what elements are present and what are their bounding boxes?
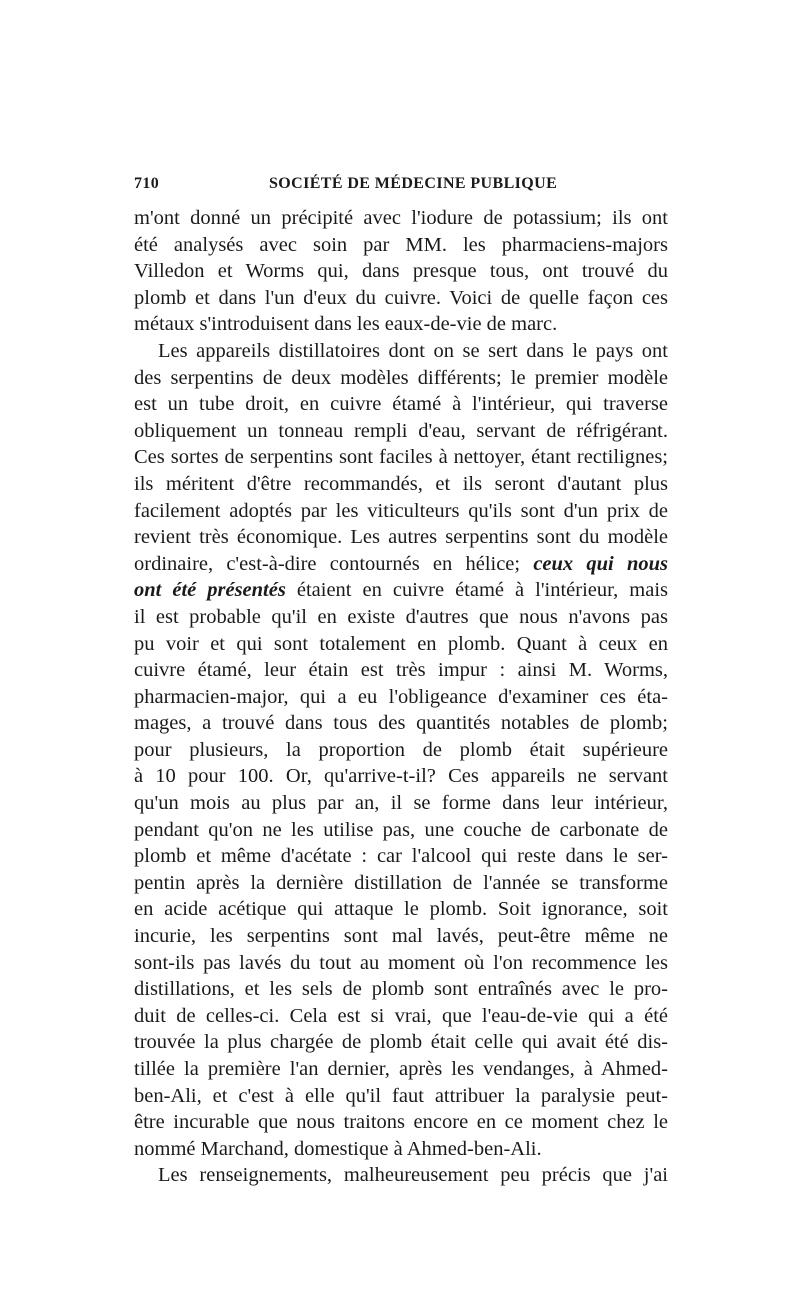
text-segment: métaux s'introduisent dans les eaux-de-vie de marc.	[134, 313, 558, 336]
text-segment: être incurable que nous traitons encore en ce moment chez le	[134, 1111, 668, 1134]
text-line	[134, 923, 668, 950]
text-segment: trouvée la plus chargée de plomb était celle qui avait été dis-	[134, 1031, 668, 1054]
text-segment: nommé Marchand, domestique à Ahmed-ben-Ali.	[134, 1137, 542, 1160]
text-segment: cuivre étamé, leur étain est très impur : ainsi M. Worms,	[134, 659, 668, 682]
text-segment: pour plusieurs, la proportion de plomb était supérieure	[134, 738, 668, 761]
text-segment: mages, a trouvé dans tous des quantités notables de plomb;	[134, 712, 668, 735]
text-line	[134, 524, 668, 551]
text-segment: duit de celles-ci. Cela est si vrai, que l'eau-de-vie qui a été	[134, 1004, 668, 1027]
text-segment: facilement adoptés par les viticulteurs qu'ils sont d'un prix de	[134, 499, 668, 522]
text-line	[134, 976, 668, 1003]
text-segment: ils méritent d'être recommandés, et ils seront d'autant plus	[134, 472, 668, 495]
text-segment: ben-Ali, et c'est à elle qu'il faut attribuer la paralysie peut-	[134, 1084, 668, 1107]
text-line	[134, 498, 668, 525]
text-line	[134, 1109, 668, 1136]
text-line	[134, 1162, 668, 1189]
page-number: 710	[134, 175, 160, 192]
text-segment: pentin après la dernière distillation de l'année se transforme	[134, 871, 668, 894]
text-segment: distillations, et les sels de plomb sont entraînés avec le pro-	[134, 978, 668, 1001]
text-line	[134, 870, 668, 897]
text-segment: à 10 pour 100. Or, qu'arrive-t-il? Ces appareils ne servant	[134, 765, 668, 788]
text-line	[134, 631, 668, 658]
text-line	[134, 657, 668, 684]
running-head: SOCIÉTÉ DE MÉDECINE PUBLIQUE	[269, 175, 558, 192]
text-segment: Les appareils distillatoires dont on se sert dans le pays ont	[158, 339, 668, 362]
text-segment: Les renseignements, malheureusement peu précis que j'ai	[158, 1164, 668, 1187]
text-segment: incurie, les serpentins sont mal lavés, peut-être même ne	[134, 925, 668, 948]
text-segment: été analysés avec soin par MM. les pharmaciens-majors	[134, 233, 668, 256]
text-line	[134, 790, 668, 817]
text-line	[134, 258, 668, 285]
text-segment: tillée la première l'an dernier, après les vendanges, à Ahmed-	[134, 1058, 668, 1080]
text-segment: ordinaire, c'est-à-dire contournés en hélice;	[134, 552, 534, 575]
text-line	[134, 418, 668, 445]
italic-text-segment: ont été présentés	[134, 579, 286, 602]
text-segment: obliquement un tonneau rempli d'eau, servant de réfrigérant.	[134, 419, 668, 442]
body-text	[134, 205, 668, 1189]
text-line	[134, 843, 668, 870]
text-line	[134, 205, 668, 232]
text-segment: il est probable qu'il en existe d'autres que nous n'avons pas	[134, 605, 668, 628]
page-header	[134, 175, 668, 197]
text-line	[134, 737, 668, 764]
text-line	[134, 763, 668, 790]
text-segment: en acide acétique qui attaque le plomb. Soit ignorance, soit	[134, 898, 668, 921]
text-segment: Ces sortes de serpentins sont faciles à nettoyer, étant rectilignes;	[134, 446, 668, 469]
text-segment: m'ont donné un précipité avec l'iodure de potassium; ils ont	[134, 207, 668, 229]
text-segment: qu'un mois au plus par an, il se forme dans leur intérieur,	[134, 792, 668, 815]
text-line	[134, 896, 668, 923]
text-segment: est un tube droit, en cuivre étamé à l'intérieur, qui traverse	[134, 393, 668, 416]
text-line	[134, 1136, 668, 1163]
text-line	[134, 232, 668, 259]
text-line	[134, 285, 668, 312]
text-line	[134, 1003, 668, 1030]
text-segment: pu voir et qui sont totalement en plomb. Quant à ceux en	[134, 632, 668, 655]
text-line	[134, 604, 668, 631]
text-line	[134, 1056, 668, 1083]
text-segment: Villedon et Worms qui, dans presque tous, ont trouvé du	[134, 260, 668, 283]
text-line	[134, 1083, 668, 1110]
text-segment: plomb et dans l'un d'eux du cuivre. Voici de quelle façon ces	[134, 286, 668, 309]
text-line	[134, 817, 668, 844]
text-segment: étaient en cuivre étamé à l'intérieur, mais	[285, 579, 668, 602]
italic-text-segment: ceux qui nous	[533, 552, 668, 575]
text-line	[134, 950, 668, 977]
text-line	[134, 1029, 668, 1056]
text-line	[134, 577, 668, 604]
text-line	[134, 471, 668, 498]
text-segment: pharmacien-major, qui a eu l'obligeance d'examiner ces éta-	[134, 685, 668, 708]
text-segment: revient très économique. Les autres serpentins sont du modèle	[134, 526, 668, 549]
text-line	[134, 684, 668, 711]
text-line	[134, 444, 668, 471]
text-line	[134, 311, 668, 338]
text-segment: des serpentins de deux modèles différents; le premier modèle	[134, 366, 668, 389]
text-line	[134, 391, 668, 418]
text-segment: sont-ils pas lavés du tout au moment où l'on recommence les	[134, 951, 668, 974]
text-line	[134, 710, 668, 737]
text-line	[134, 338, 668, 365]
text-segment: pendant qu'on ne les utilise pas, une couche de carbonate de	[134, 818, 668, 841]
text-line	[134, 365, 668, 392]
text-segment: plomb et même d'acétate : car l'alcool qui reste dans le ser-	[134, 845, 668, 868]
text-line	[134, 551, 668, 578]
